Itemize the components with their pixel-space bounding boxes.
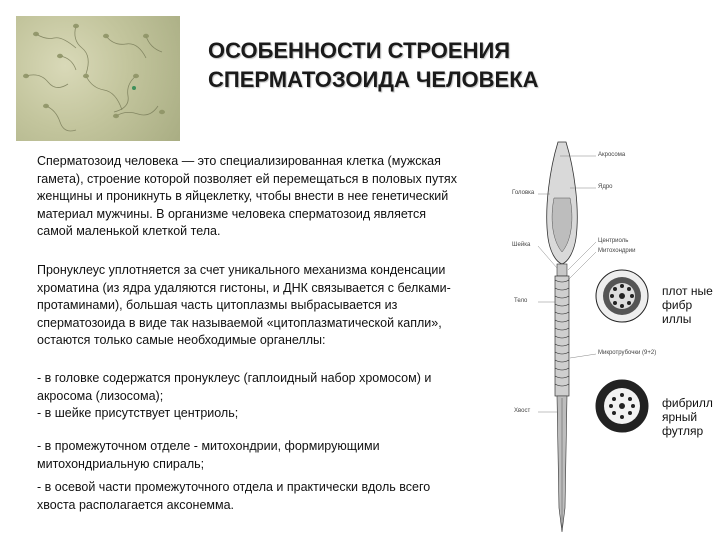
- label-head: Головка: [512, 190, 535, 196]
- label-microtubules: Микротрубочки (9+2): [598, 350, 657, 356]
- bullet-midpiece: - в промежуточном отделе - митохондрии, формирующими митохондриальную спираль;: [37, 439, 380, 471]
- intro-paragraph: Сперматозоид человека — это специализированная клетка (мужская гамета), строение которой позволяет ей перемещаться в половых путях женщины и проникнуть в яйцеклетку, чтобы внести в нее генетический материал мужчины. В организме человека сперматозоид является самой маленькой клеткой тела.: [37, 154, 457, 238]
- bullet-neck: - в шейке присутствует центриоль;: [37, 406, 239, 420]
- label-centriole: Центриоль: [598, 238, 629, 244]
- bullet-head: - в головке содержатся пронуклеус (гаплоидный набор хромосом) и акросома (лизосома);: [37, 371, 432, 403]
- title-line-1: ОСОБЕННОСТИ СТРОЕНИЯ: [208, 38, 511, 63]
- label-body: Тело: [514, 298, 528, 304]
- label-neck: Шейка: [512, 242, 531, 248]
- fibrillar-sheath-label: фибрилл ярный футляр: [662, 396, 713, 438]
- label-nucleus: Ядро: [598, 184, 613, 190]
- label-tail: Хвост: [514, 408, 531, 414]
- bullet-tail: - в осевой части промежуточного отдела и практически вдоль всего хвоста располагается аксонемма.: [37, 480, 431, 512]
- dense-fibrils-label: плот ные фибр иллы: [662, 284, 713, 326]
- title-line-2: СПЕРМАТОЗОИДА ЧЕЛОВЕКА: [208, 67, 539, 92]
- sperm-micrograph: [16, 16, 180, 141]
- slide-title: [208, 36, 628, 94]
- sperm-structure-diagram: [510, 128, 658, 540]
- label-mitochondria: Митохондрии: [598, 248, 636, 254]
- pronucleus-paragraph: Пронуклеус уплотняется за счет уникального механизма конденсации хроматина (из ядра удаляются гистоны, и ДНК связывается с белками-протаминами), большая часть цитоплазмы выбрасывается из сперматозоида в виде так называемой «цитоплазматической капли», остаются только самые необходимые органеллы:: [37, 263, 451, 347]
- label-acrosome: Акросома: [598, 152, 626, 158]
